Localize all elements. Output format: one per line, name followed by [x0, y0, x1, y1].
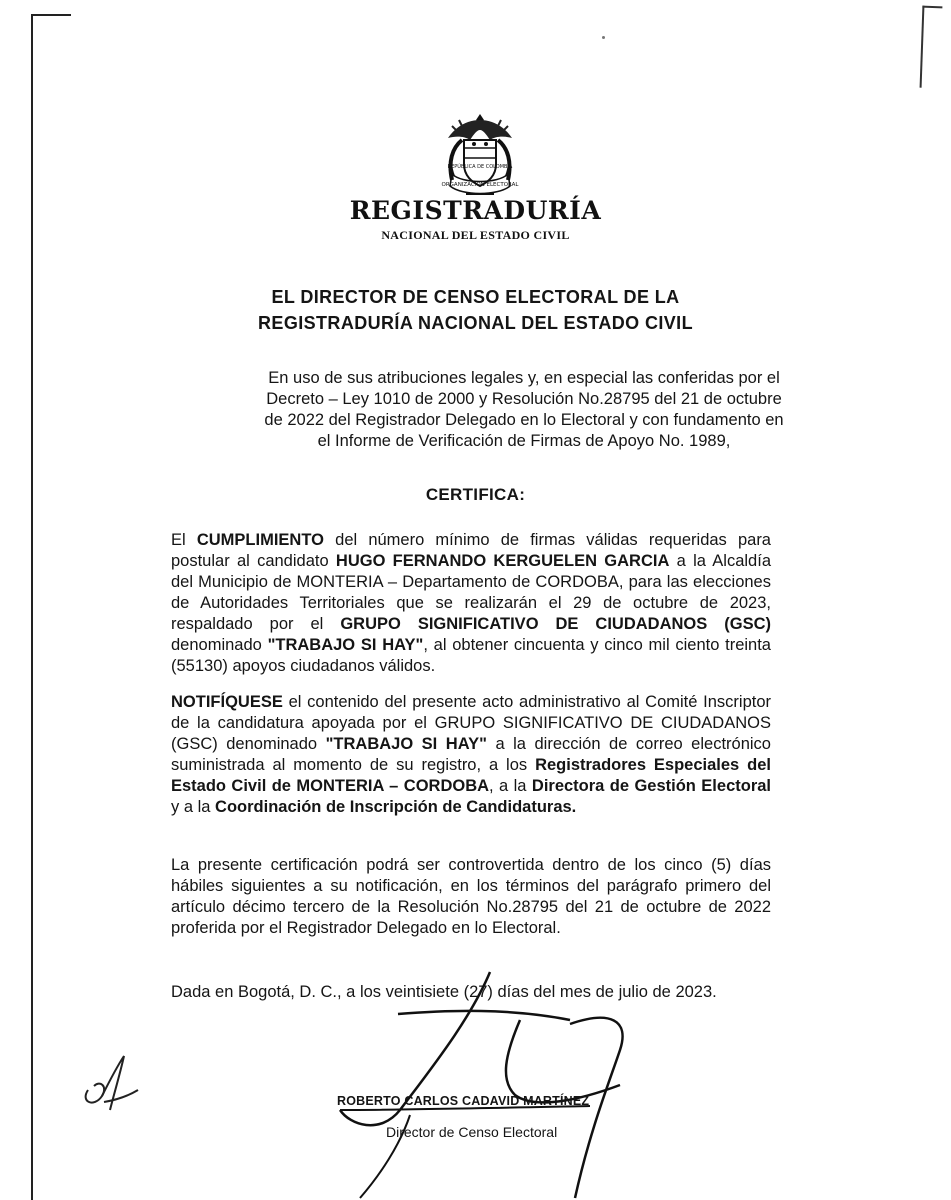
certifica-heading: CERTIFICA:	[425, 485, 526, 504]
scan-corner-mark	[920, 6, 943, 89]
issue-date-line: Dada en Bogotá, D. C., a los veintisiete (27) días del mes de julio de 2023.	[171, 983, 717, 1001]
seal-text-2: ORGANIZACIÓN ELECTORAL	[441, 182, 519, 188]
heading-line-2: REGISTRADURÍA NACIONAL DEL ESTADO CIVIL	[258, 313, 693, 333]
notification-paragraph	[171, 692, 771, 818]
text-segment: a la dirección de correo electrónico suministrada al momento de su registro, a los	[171, 735, 771, 774]
coat-of-arms-seal-icon	[430, 110, 530, 210]
group-denomination: "TRABAJO SI HAY"	[267, 636, 424, 654]
text-segment: , a la	[489, 777, 532, 795]
candidate-name: HUGO FERNANDO KERGUELEN GARCIA	[335, 552, 670, 570]
intro-paragraph: En uso de sus atribuciones legales y, en especial las conferidas por el Decreto – Ley 1010 de 2000 y Resolución No.28795 del 21 de octubre de 2022 del Registrador Delegado en lo Electoral y con fundamento en el Informe de Verificación de Firmas de Apoyo No. 1989,	[264, 369, 784, 450]
brand-title: REGISTRADURÍA	[349, 196, 602, 225]
bold-segment: Directora de Gestión Electoral	[531, 777, 771, 795]
handwritten-signature	[320, 960, 640, 1200]
text-segment: , al obtener cincuenta y cinco mil ciento treinta (55130) apoyos ciudadanos válidos.	[171, 636, 771, 675]
text-segment: a la Alcaldía del Municipio de MONTERIA – Departamento de CORDOBA, para las elecciones de Autoridades Territoriales que se realizarán el 29 de octubre de 2023, respaldado por el	[171, 552, 771, 633]
scan-speck	[602, 36, 605, 39]
heading-line-1: EL DIRECTOR DE CENSO ELECTORAL DE LA	[271, 287, 680, 307]
text-segment: y a la	[171, 798, 216, 816]
page-edge-left	[31, 14, 33, 1200]
signer-role: Director de Censo Electoral	[386, 1124, 558, 1140]
bold-segment: Registradores Especiales del Estado Civil de MONTERIA – CORDOBA	[171, 756, 771, 795]
text-segment: denominado	[171, 636, 268, 654]
text-segment: el contenido del presente acto administrativo al Comité Inscriptor de la candidatura apoyada por el GRUPO SIGNIFICATIVO DE CIUDADANOS (GSC) denominado	[171, 693, 771, 753]
brand-subtitle: NACIONAL DEL ESTADO CIVIL	[381, 228, 570, 242]
text-segment: El	[171, 531, 197, 549]
signer-name: ROBERTO CARLOS CADAVID MARTÍNEZ	[337, 1094, 590, 1108]
text-segment: del número mínimo de firmas válidas requeridas para postular al candidato	[171, 531, 771, 570]
controversy-paragraph: La presente certificación podrá ser controvertida dentro de los cinco (5) días hábiles siguientes a su notificación, en los términos del parágrafo primero del artículo décimo tercero de la Resolución No.28795 del 21 de octubre de 2022 proferida por el Registrador Delegado en lo Electoral.	[171, 856, 771, 937]
bold-segment: NOTIFÍQUESE	[171, 693, 283, 711]
handwritten-initials	[80, 1050, 140, 1120]
bold-segment: Coordinación de Inscripción de Candidaturas.	[215, 798, 577, 816]
group-denomination: "TRABAJO SI HAY"	[325, 735, 487, 753]
group-name: GRUPO SIGNIFICATIVO DE CIUDADANOS (GSC)	[340, 615, 772, 633]
seal-text-1: REPÚBLICA DE COLOMBIA	[447, 164, 513, 170]
page-edge-top	[31, 14, 71, 16]
bold-segment: CUMPLIMIENTO	[196, 531, 324, 549]
certification-paragraph	[171, 530, 771, 677]
